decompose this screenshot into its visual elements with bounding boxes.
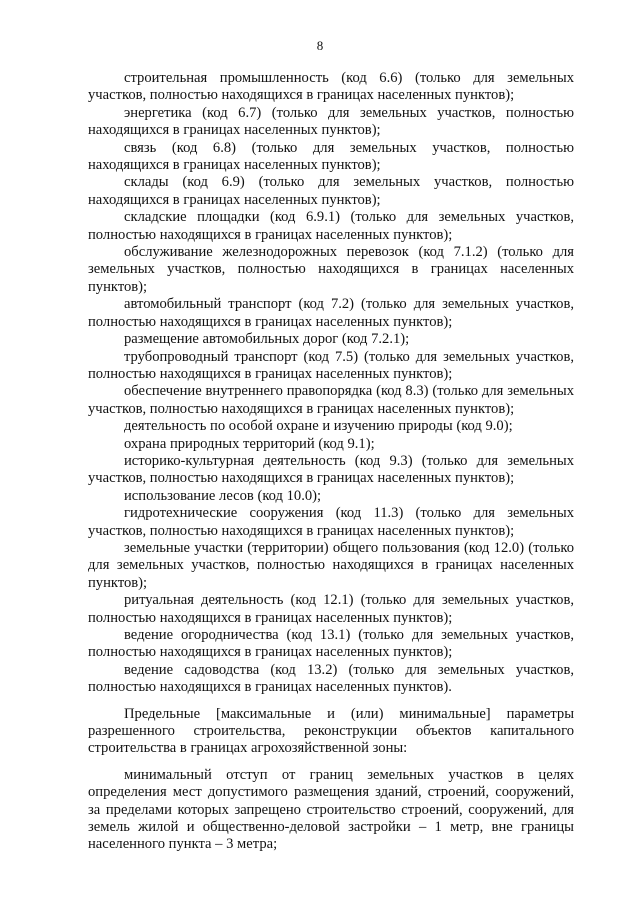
paragraph: обеспечение внутреннего правопорядка (код 8.3) (только для земельных участков, полностью находящихся в границах населенных пунктов); bbox=[88, 383, 574, 417]
paragraph: гидротехнические сооружения (код 11.3) (только для земельных участков, полностью находящихся в границах населенных пунктов); bbox=[88, 505, 574, 539]
paragraph: складские площадки (код 6.9.1) (только для земельных участков, полностью находящихся в границах населенных пунктов); bbox=[88, 209, 574, 243]
paragraph: ритуальная деятельность (код 12.1) (только для земельных участков, полностью находящихся в границах населенных пунктов); bbox=[88, 592, 574, 626]
paragraph: строительная промышленность (код 6.6) (только для земельных участков, полностью находящихся в границах населенных пунктов); bbox=[88, 70, 574, 104]
paragraph: историко-культурная деятельность (код 9.3) (только для земельных участков, полностью находящихся в границах населенных пунктов); bbox=[88, 452, 574, 487]
document-body bbox=[88, 70, 574, 854]
paragraph: ведение садоводства (код 13.2) (только для земельных участков, полностью находящихся в границах населенных пунктов). bbox=[88, 661, 574, 696]
paragraph: автомобильный транспорт (код 7.2) (только для земельных участков, полностью находящихся в границах населенных пунктов); bbox=[88, 296, 574, 330]
section-heading-paragraph: Предельные [максимальные и (или) минимальные] параметры разрешенного строительства, реконструкции объектов капитального строительства в границах агрохозяйственной зоны: bbox=[88, 705, 574, 757]
paragraph: деятельность по особой охране и изучению природы (код 9.0); bbox=[124, 418, 513, 435]
page-number: 8 bbox=[316, 38, 324, 53]
paragraph: склады (код 6.9) (только для земельных участков, полностью находящихся в границах населенных пунктов); bbox=[88, 174, 574, 208]
paragraph: трубопроводный транспорт (код 7.5) (только для земельных участков, полностью находящихся в границах населенных пунктов); bbox=[88, 348, 574, 382]
paragraph: ведение огородничества (код 13.1) (только для земельных участков, полностью находящихся в границах населенных пунктов); bbox=[88, 627, 574, 661]
paragraph: минимальный отступ от границ земельных участков в целях определения мест допустимого размещения зданий, строений, сооружений, за пределами которых запрещено строительство строений, сооружений, для земель жилой и общественно-деловой застройки – 1 метр, вне границы населенного пункта – 3 метра; bbox=[88, 766, 574, 853]
paragraph: энергетика (код 6.7) (только для земельных участков, полностью находящихся в границах населенных пунктов); bbox=[88, 104, 574, 139]
paragraph: земельные участки (территории) общего пользования (код 12.0) (только для земельных участков, полностью находящихся в границах населенных пунктов); bbox=[88, 539, 574, 591]
paragraph: охрана природных территорий (код 9.1); bbox=[124, 435, 375, 452]
paragraph: использование лесов (код 10.0); bbox=[124, 487, 322, 504]
paragraph: обслуживание железнодорожных перевозок (код 7.1.2) (только для земельных участков, полностью находящихся в границах населенных пунктов); bbox=[88, 244, 574, 295]
paragraph: размещение автомобильных дорог (код 7.2.1); bbox=[124, 331, 410, 348]
paragraph: связь (код 6.8) (только для земельных участков, полностью находящихся в границах населенных пунктов); bbox=[88, 139, 574, 174]
